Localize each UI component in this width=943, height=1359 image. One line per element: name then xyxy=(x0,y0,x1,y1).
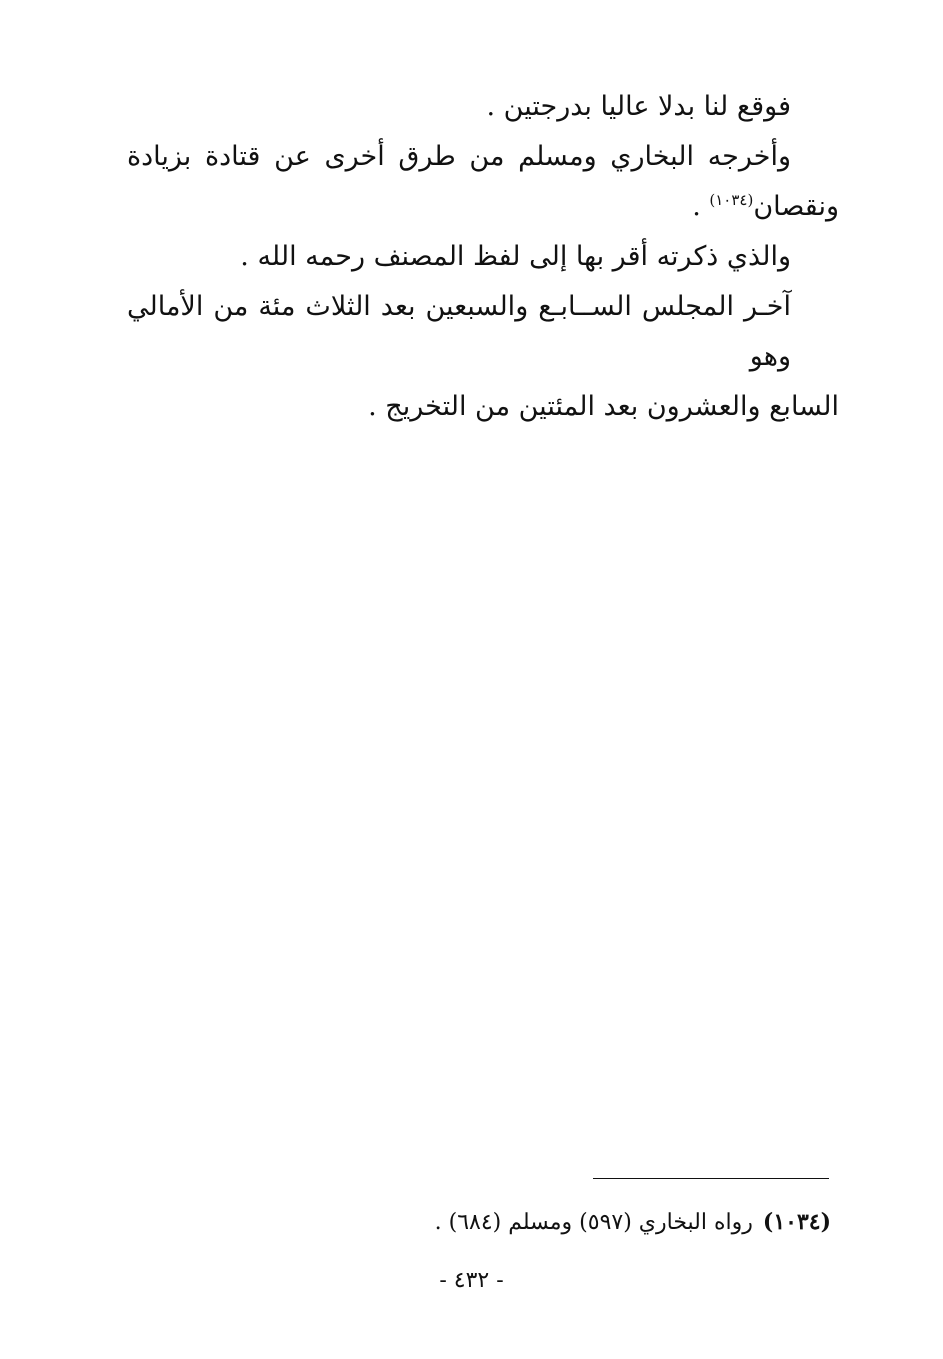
main-text xyxy=(127,82,839,432)
footnote-number: (١٠٣٤) xyxy=(762,1209,831,1235)
footnote-text: رواه البخاري (٥٩٧) ومسلم (٦٨٤) . xyxy=(434,1210,753,1235)
footnote-divider xyxy=(593,1178,829,1179)
footnote xyxy=(231,1204,831,1241)
text-line: فوقع لنا بدلا عاليا بدرجتين . xyxy=(486,91,791,122)
text-line: وأخرجه البخاري ومسلم من طرق أخرى عن قتادة بزيادة xyxy=(127,141,791,172)
text-fragment: ونقصان xyxy=(753,191,839,222)
footnote-reference[interactable]: (١٠٣٤) xyxy=(709,191,754,209)
text-line: السابع والعشرون بعد المئتين من التخريج . xyxy=(368,391,839,422)
text-fragment: . xyxy=(692,191,710,222)
text-line: آخـر المجلس الســابـع والسبعين بعد الثلاث مئة من الأمالي وهو xyxy=(127,291,791,372)
text-line xyxy=(127,182,839,232)
page-number: - ٤٣٢ - xyxy=(439,1268,504,1293)
text-line: والذي ذكرته أقر بها إلى لفظ المصنف رحمه الله . xyxy=(240,241,791,272)
